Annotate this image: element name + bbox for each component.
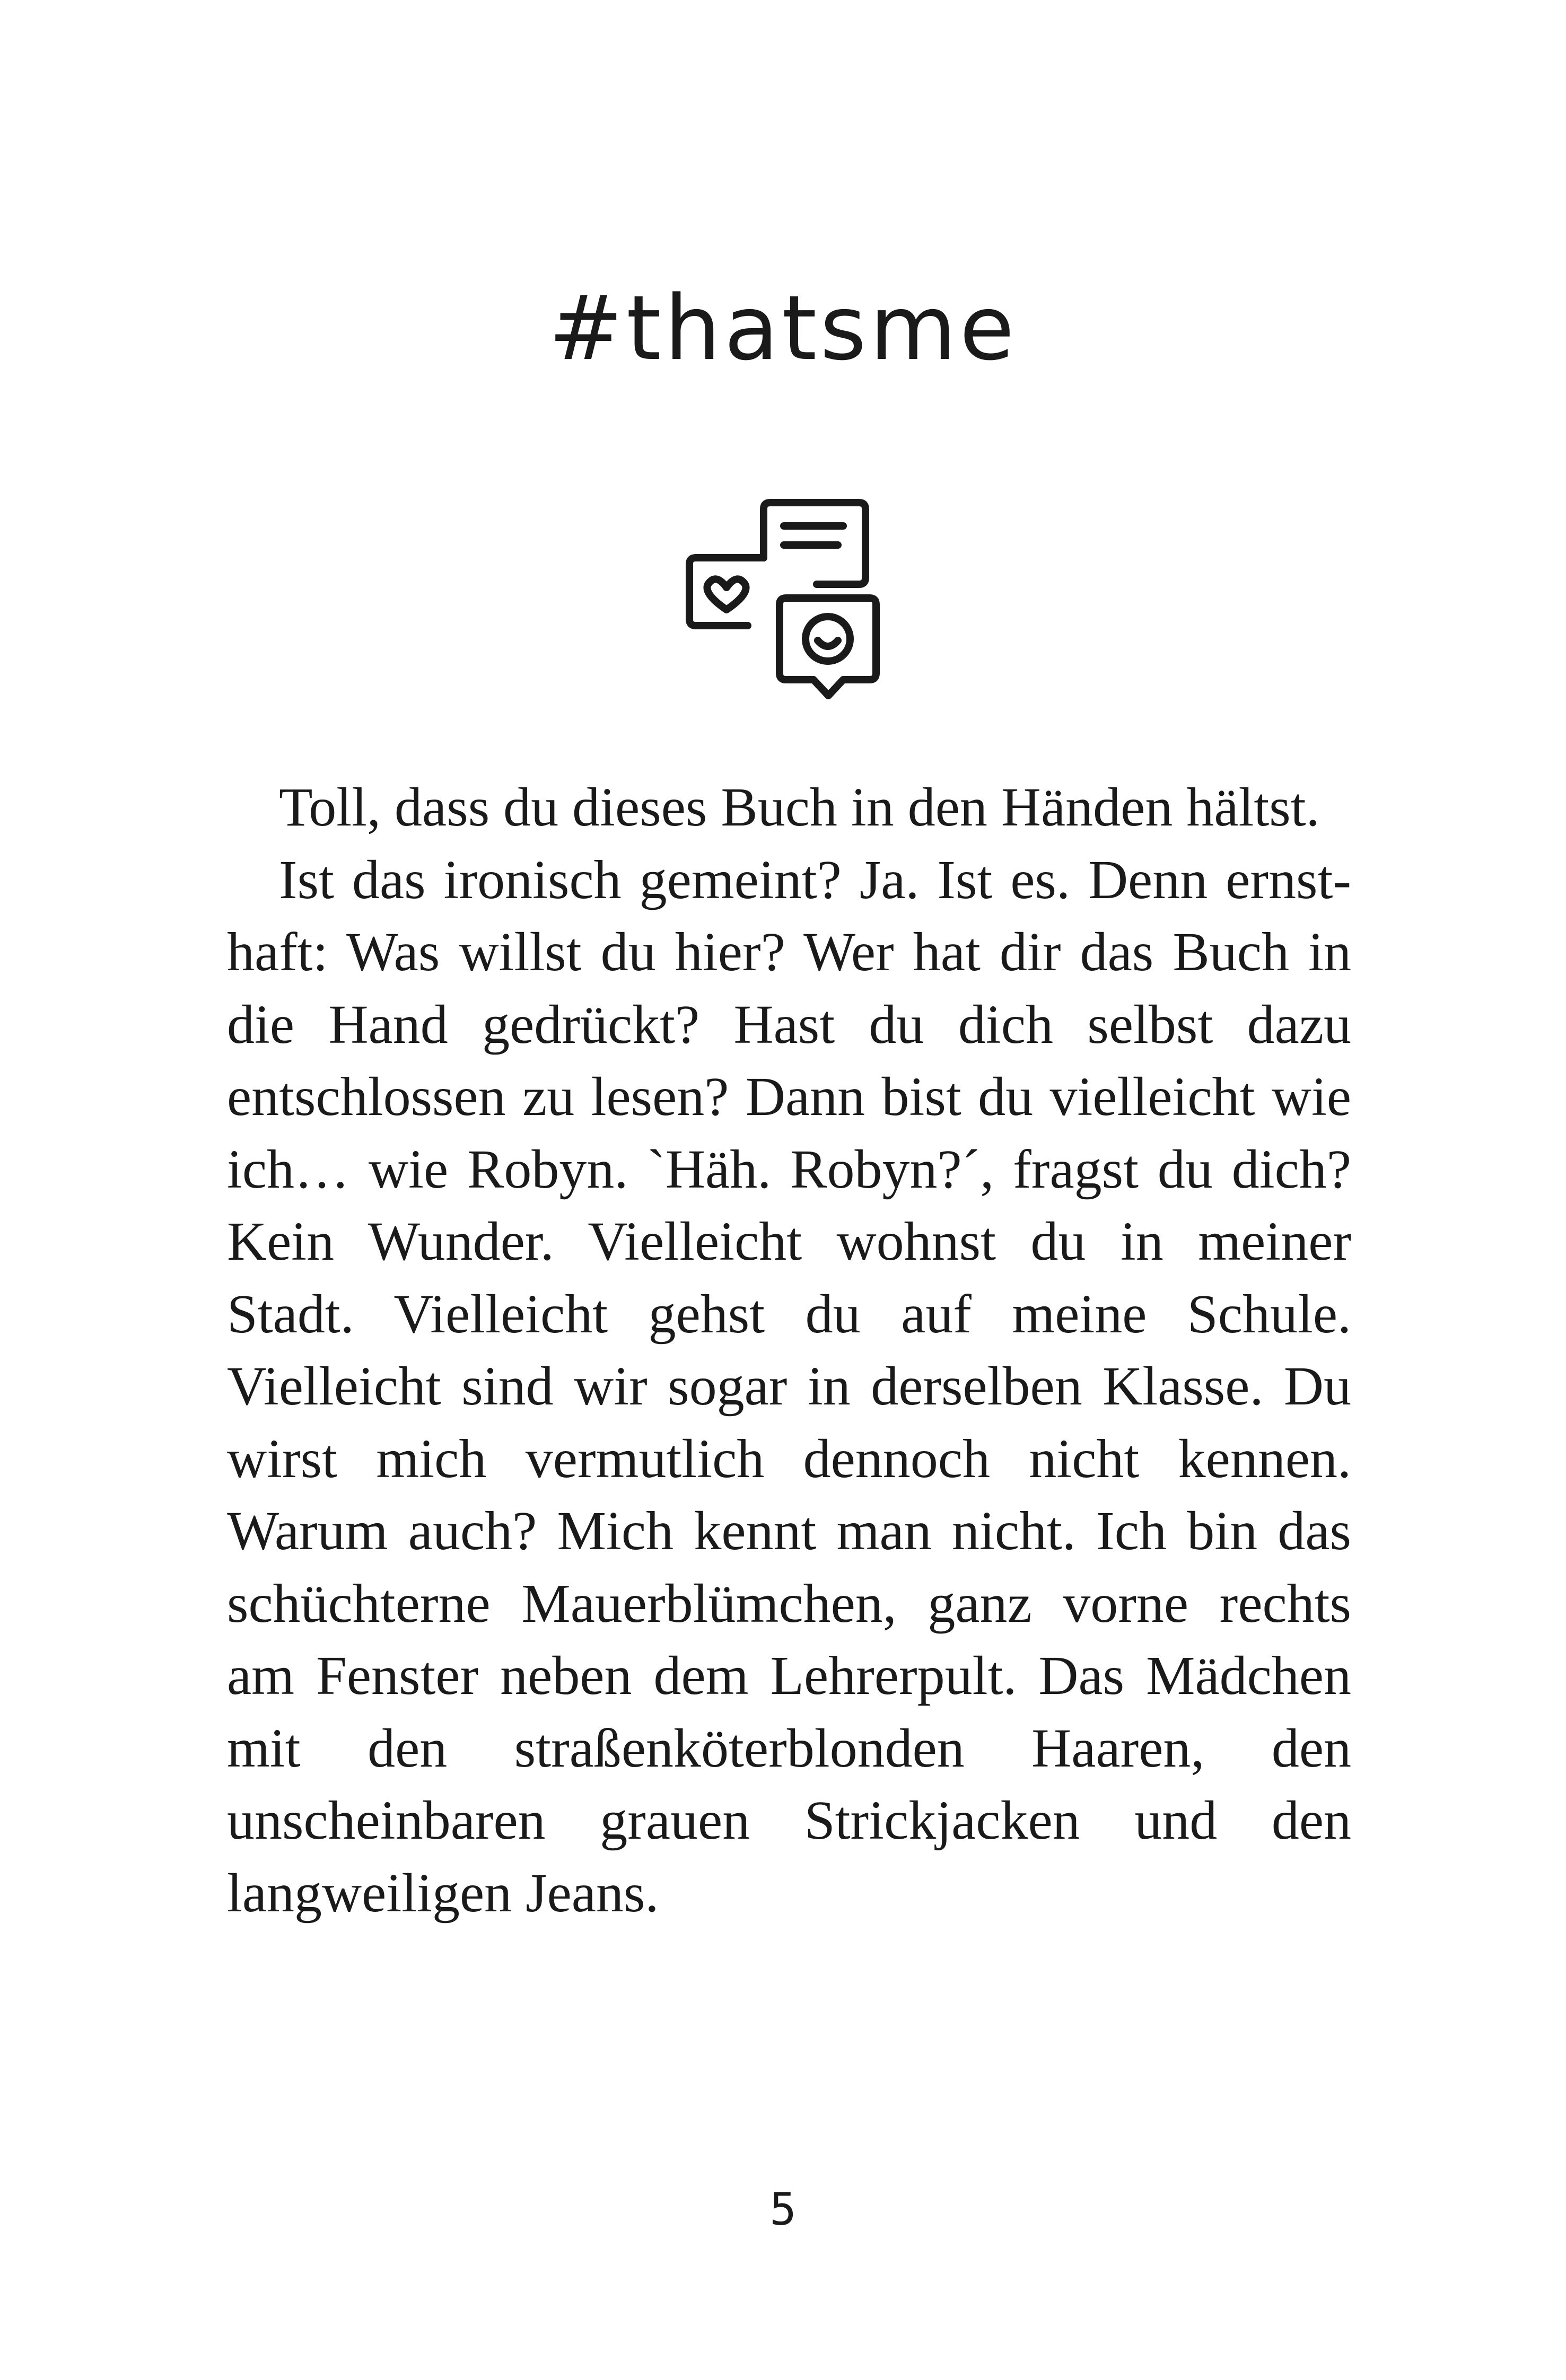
- paragraph: Toll, dass du dieses Buch in den Händen hältst.: [279, 777, 1320, 838]
- page-number: 5: [769, 2183, 797, 2235]
- chat-bubbles-icon: [684, 498, 886, 700]
- chapter-title: #thatsme: [548, 276, 1018, 380]
- body-text: [227, 771, 1351, 1929]
- paragraph: Ist das ironisch gemeint? Ja. Ist es. Denn ernsthaft: Was willst du hier? Wer hat dir das Buch in die Hand gedrückt? Hast du dich selbst dazu entschlossen zu lesen? Dann bist du vielleicht wie ich… wie Robyn. `Häh. Robyn?´, fragst du dich? Kein Wunder. Vielleicht wohnst du in meiner Stadt. Vielleicht gehst du auf meine Schule. Vielleicht sind wir sogar in derselben Klasse. Du wirst mich vermutlich dennoch nicht kennen. Warum auch? Mich kennt man nicht. Ich bin das schüchterne Mauerblümchen, ganz vorne rechts am Fenster neben dem Lehrerpult. Das Mädchen mit den straßenköterblonden Haaren, den unscheinbaren grauen Strickjacken und den langweiligen Jeans.: [227, 849, 1351, 1924]
